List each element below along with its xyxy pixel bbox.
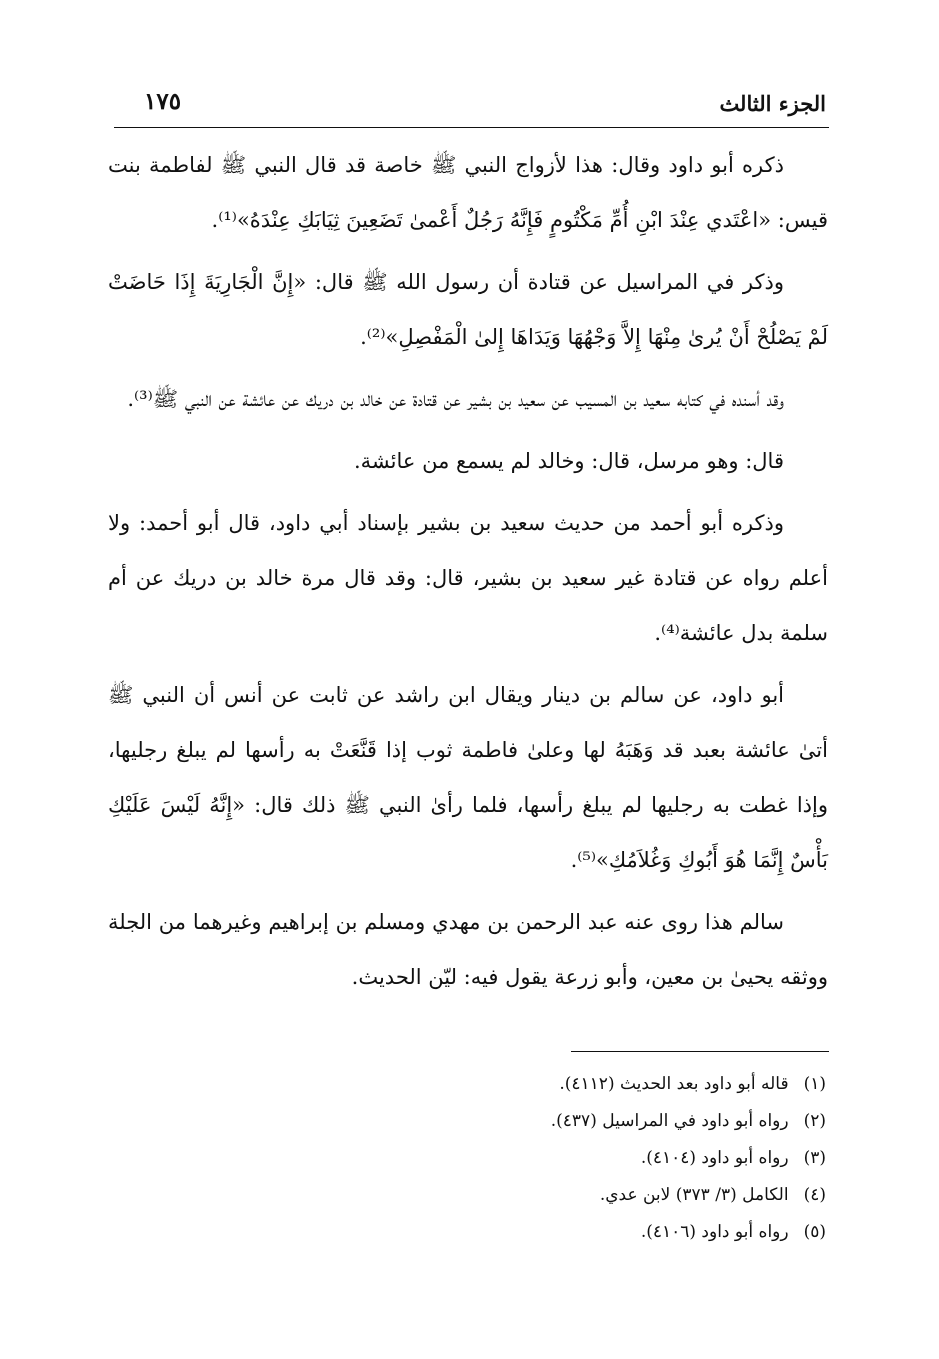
footnote-1 [126,1066,826,1103]
header-rule [114,127,829,128]
page-number: ١٧٥ [144,88,182,115]
footnote-number: (١) [803,1074,826,1094]
paragraph-2: وذكر في المراسيل عن قتادة أن رسول الله ﷺ قال: «إِنَّ الْجَارِيَةَ إِذَا حَاضَتْ لَمْ يَصْلُحْ أَنْ يُرىٰ مِنْهَا إِلاَّ وَجْهُهَا وَيَدَاهَا إِلىٰ الْمَفْصِلِ»⁽²⁾. [108,270,828,349]
footnote-number: (٣) [803,1148,826,1168]
footnote-text: رواه أبو داود في المراسيل (٤٣٧). [550,1111,789,1131]
footnote-text: رواه أبو داود (٤١٠٦). [640,1222,789,1242]
paragraph-5: وذكره أبو أحمد من حديث سعيد بن بشير بإسناد أبي داود، قال أبو أحمد: ولا أعلم رواه عن قتادة غير سعيد بن بشير، قال: وقد قال مرة خالد بن دريك عن أم سلمة بدل عائشة⁽⁴⁾. [108,511,828,645]
footnote-3 [126,1140,826,1177]
footnote-4 [126,1177,826,1214]
paragraph-4: قال: وهو مرسل، قال: وخالد لم يسمع من عائشة. [353,449,784,473]
footnotes [126,1066,826,1251]
footnote-text: الكامل (٣/ ٣٧٣) لابن عدي. [599,1185,789,1205]
paragraph-7: سالم هذا روى عنه عبد الرحمن بن مهدي ومسلم بن إبراهيم وغيرهما من الجلة ووثقه يحيىٰ بن معين، وأبو زرعة يقول فيه: ليّن الحديث. [108,910,828,989]
paragraph-3: وقد أسنده في كتابه سعيد بن المسيب عن سعيد بن بشير عن قتادة عن خالد بن دريك عن عائشة عن النبي ﷺ⁽³⁾. [127,387,784,411]
footnote-number: (٥) [803,1222,826,1242]
footnote-rule [571,1051,829,1052]
footnote-number: (٢) [803,1111,826,1131]
footnote-text: قاله أبو داود بعد الحديث (٤١١٢). [559,1074,789,1094]
footnote-2 [126,1103,826,1140]
footnote-5 [126,1214,826,1251]
running-title: الجزء الثالث [719,91,826,116]
body-text [108,138,828,1012]
footnote-text: رواه أبو داود (٤١٠٤). [640,1148,789,1168]
paragraph-6: أبو داود، عن سالم بن دينار ويقال ابن راشد عن ثابت عن أنس أن النبي ﷺ أتىٰ عائشة بعبد قد وَهَبَهُ لها وعلىٰ فاطمة ثوب إذا قَنَّعَتْ به رأسها لم يبلغ رجليها، وإذا غطت به رجليها لم يبلغ رأسها، فلما رأىٰ النبي ﷺ ذلك قال: «إِنَّهُ لَيْسَ عَلَيْكِ بَأْسٌ إِنَّمَا هُوَ أَبُوكِ وَغُلاَمُكِ»⁽⁵⁾. [108,683,828,872]
footnote-number: (٤) [803,1185,826,1205]
paragraph-1: ذكره أبو داود وقال: هذا لأزواج النبي ﷺ خاصة قد قال النبي ﷺ لفاطمة بنت قيس: «اعْتَدي عِنْدَ ابْنِ أُمِّ مَكْتُومٍ فَإِنَّهُ رَجُلٌ أَعْمىٰ تَضَعِينَ ثِيَابَكِ عِنْدَهُ»⁽¹⁾. [108,153,828,232]
